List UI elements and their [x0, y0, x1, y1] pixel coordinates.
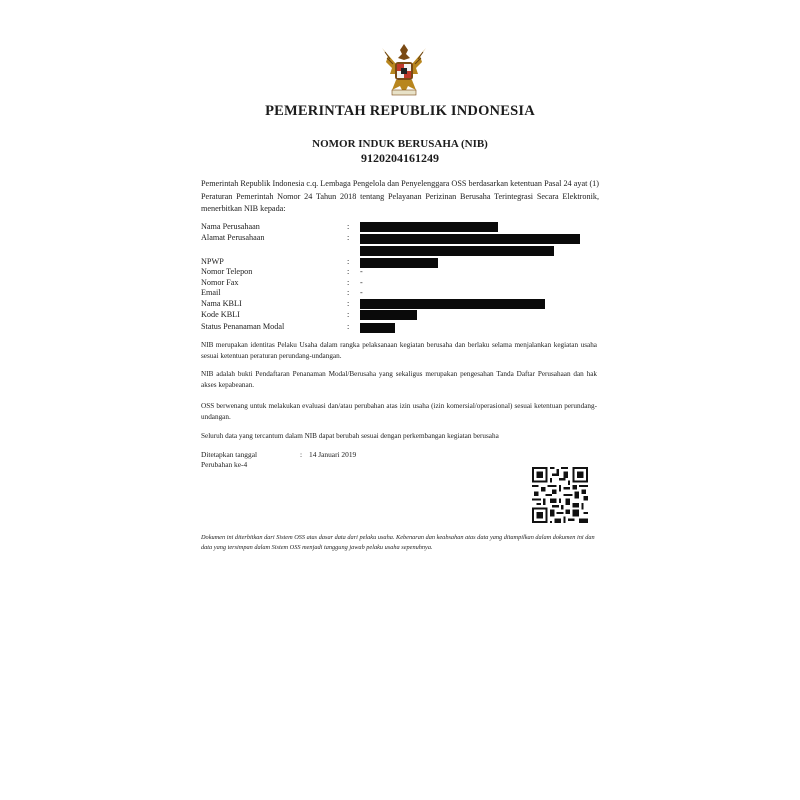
document-title: NOMOR INDUK BERUSAHA (NIB): [312, 138, 488, 150]
redaction-bar: [360, 246, 554, 256]
field-separator: :: [347, 277, 350, 287]
intro-paragraph: Pemerintah Republik Indonesia c.q. Lembaga Pengelola dan Penyelenggara OSS berdasarkan ketentuan Pasal 24 ayat (1) Peraturan Pemerintah Nomor 24 Tahun 2018 tentang Pelayanan Perizinan Berusaha Terintegrasi Secara Elektronik, menerbitkan NIB kepada:: [201, 179, 599, 214]
nib-number: 9120204161249: [361, 151, 439, 165]
field-value: -: [360, 267, 363, 276]
field-label: Nama KBLI: [201, 298, 242, 308]
issue-date-separator: :: [300, 450, 303, 459]
field-label: Email: [201, 288, 221, 297]
field-row-investment-status: [201, 322, 601, 333]
redaction-bar: [360, 323, 395, 333]
field-row-fax: [201, 278, 601, 289]
field-label: Alamat Perusahaan: [201, 233, 265, 242]
government-title: PEMERINTAH REPUBLIK INDONESIA: [265, 103, 535, 119]
field-separator: :: [347, 267, 350, 276]
field-separator: :: [347, 298, 350, 308]
disclaimer-footnote: Dokumen ini diterbitkan dari Sistem OSS atas dasar data dari pelaku usaha. Kebenaran dan keabsahan atas data yang ditampilkan dalam dokumen ini dan data yang tersimpan dalam Sistem OSS menjadi tanggung jawab pelaku usaha sepenuhnya.: [201, 534, 595, 551]
field-label: Nomor Telepon: [201, 267, 253, 276]
field-row-company-name: [201, 222, 601, 233]
oss-authority-paragraph: OSS berwenang untuk melakukan evaluasi dan/atau perubahan atas izin usaha (izin komersial/operasional) sesuai ketentuan perundang-undangan.: [201, 402, 597, 421]
nib-registration-paragraph: NIB adalah bukti Pendaftaran Penanaman Modal/Berusaha yang sekaligus merupakan pengesahan Tanda Daftar Perusahaan dan hak akses kepabeanan.: [201, 370, 597, 389]
field-label: NPWP: [201, 257, 224, 266]
redaction-bar: [360, 299, 545, 309]
field-row-kbli-code: [201, 310, 601, 321]
field-label: Kode KBLI: [201, 310, 240, 319]
qr-code-icon: [532, 467, 588, 523]
redaction-bar: [360, 234, 580, 244]
field-separator: :: [347, 222, 350, 231]
nib-identity-paragraph: NIB merupakan identitas Pelaku Usaha dalam rangka pelaksanaan kegiatan berusaha dan berlaku selama menjalankan kegiatan usaha sesuai ketentuan peraturan perundang-undangan.: [201, 341, 597, 360]
field-label: Status Penanaman Modal: [201, 321, 285, 331]
issue-date-value: 14 Januari 2019: [309, 450, 357, 459]
field-value: -: [360, 288, 363, 297]
field-label: Nama Perusahaan: [201, 222, 260, 231]
revision-label: Perubahan ke-4: [201, 460, 248, 469]
field-label: Nomor Fax: [201, 277, 239, 287]
field-separator: :: [347, 288, 350, 297]
field-separator: :: [347, 310, 350, 319]
field-row-phone: [201, 267, 601, 278]
field-separator: :: [347, 233, 350, 242]
field-row-company-address: [201, 233, 601, 244]
field-separator: :: [347, 321, 350, 331]
issue-date-label: Ditetapkan tanggal: [201, 450, 258, 459]
redaction-bar: [360, 222, 498, 232]
field-row-kbli-name: [201, 299, 601, 310]
field-value: -: [360, 277, 363, 287]
redaction-bar: [360, 310, 417, 320]
field-separator: :: [347, 257, 350, 266]
field-row-email: [201, 288, 601, 299]
garuda-emblem-icon: [378, 40, 430, 98]
data-change-paragraph: Seluruh data yang tercantum dalam NIB dapat berubah sesuai dengan perkembangan kegiatan berusaha: [201, 432, 499, 440]
